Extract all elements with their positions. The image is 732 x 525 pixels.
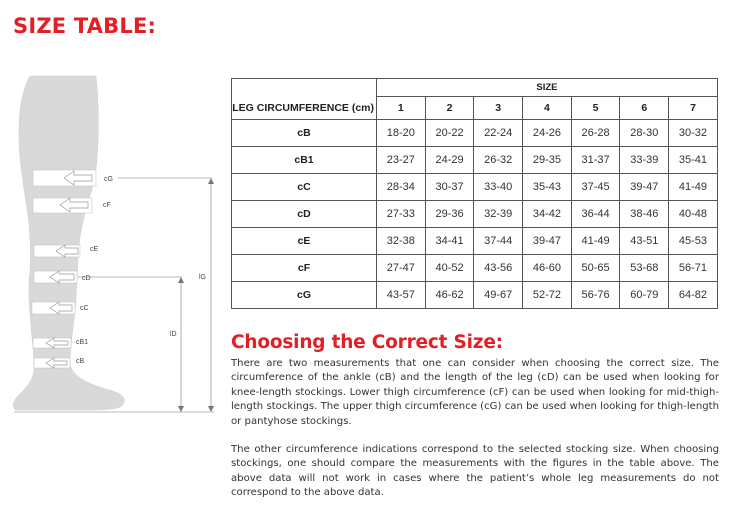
table-cell: 50-65: [571, 255, 620, 282]
table-cell: 37-44: [474, 228, 523, 255]
table-row-ce: [232, 228, 718, 255]
paragraph-1: There are two measurements that one can consider when choosing the correct size. The circumference of the ankle (cB) and the length of the leg (cD) can be used when looking for knee-length stockings. Lower thigh circumference (cF) can be used when looking for mid-thigh-length stockings. The upper thigh circumference (cG) can be used when looking for thigh-length or pantyhose stockings.: [231, 358, 719, 427]
table-row-cb1: [232, 147, 718, 174]
table-cell: 46-62: [425, 282, 474, 309]
table-cell: 18-20: [377, 120, 426, 147]
table-cell: 37-45: [571, 174, 620, 201]
table-cell: 27-47: [377, 255, 426, 282]
table-cell: 24-26: [523, 120, 572, 147]
band-cc: [32, 302, 75, 314]
table-cell: 31-37: [571, 147, 620, 174]
table-cell: 29-36: [425, 201, 474, 228]
table-cell: 34-41: [425, 228, 474, 255]
ld-arrow-bottom: [178, 406, 184, 412]
size-table: [231, 78, 718, 309]
table-corner-cell: [232, 79, 377, 97]
table-row-cc: [232, 174, 718, 201]
table-cell: 60-79: [620, 282, 669, 309]
row-label: cE: [232, 228, 377, 255]
table-cell: 35-43: [523, 174, 572, 201]
size-col-7: 7: [669, 97, 718, 120]
leg-illustration: [0, 74, 230, 419]
table-cell: 64-82: [669, 282, 718, 309]
label-cg: cG: [104, 176, 113, 183]
table-cell: 56-71: [669, 255, 718, 282]
size-header-row: [232, 79, 718, 97]
row-label: cB: [232, 120, 377, 147]
band-cb1: [33, 338, 71, 348]
table-cell: 32-39: [474, 201, 523, 228]
table-row-cd: [232, 201, 718, 228]
table-cell: 32-38: [377, 228, 426, 255]
table-row-cb: [232, 120, 718, 147]
table-cell: 49-67: [474, 282, 523, 309]
table-row-cf: [232, 255, 718, 282]
row-label: cC: [232, 174, 377, 201]
label-cb: cB: [76, 358, 85, 365]
leg-circumference-header: LEG CIRCUMFERENCE (cm): [232, 97, 377, 120]
size-col-4: 4: [523, 97, 572, 120]
table-cell: 33-40: [474, 174, 523, 201]
table-cell: 45-53: [669, 228, 718, 255]
table-cell: 38-46: [620, 201, 669, 228]
band-cd: [34, 271, 77, 283]
band-ce: [34, 245, 80, 257]
table-cell: 40-52: [425, 255, 474, 282]
table-cell: 41-49: [669, 174, 718, 201]
band-cb: [34, 358, 70, 368]
table-cell: 33-39: [620, 147, 669, 174]
table-cell: 28-30: [620, 120, 669, 147]
table-cell: 23-27: [377, 147, 426, 174]
band-cg: [33, 170, 96, 186]
table-cell: 43-57: [377, 282, 426, 309]
band-cf: [33, 198, 92, 213]
section-heading: Choosing the Correct Size:: [231, 332, 503, 353]
table-cell: 30-37: [425, 174, 474, 201]
table-cell: 36-44: [571, 201, 620, 228]
row-label: cG: [232, 282, 377, 309]
label-ce: cE: [90, 246, 99, 253]
table-cell: 30-32: [669, 120, 718, 147]
row-label: cF: [232, 255, 377, 282]
label-cd: cD: [82, 275, 91, 282]
table-cell: 56-76: [571, 282, 620, 309]
size-col-6: 6: [620, 97, 669, 120]
label-cf: cF: [103, 202, 111, 209]
table-cell: 40-48: [669, 201, 718, 228]
table-cell: 41-49: [571, 228, 620, 255]
table-cell: 28-34: [377, 174, 426, 201]
table-cell: 26-28: [571, 120, 620, 147]
label-ld: lD: [170, 331, 177, 338]
table-cell: 22-24: [474, 120, 523, 147]
page-title: SIZE TABLE:: [13, 14, 157, 38]
table-cell: 34-42: [523, 201, 572, 228]
label-cb1: cB1: [76, 339, 89, 346]
table-row-cg: [232, 282, 718, 309]
table-cell: 29-35: [523, 147, 572, 174]
lg-arrow-bottom: [208, 406, 214, 412]
size-col-2: 2: [425, 97, 474, 120]
table-cell: 43-56: [474, 255, 523, 282]
lg-arrow-top: [208, 178, 214, 184]
size-col-5: 5: [571, 97, 620, 120]
ld-arrow-top: [178, 277, 184, 283]
size-col-1: 1: [377, 97, 426, 120]
table-cell: 39-47: [620, 174, 669, 201]
table-cell: 27-33: [377, 201, 426, 228]
table-cell: 43-51: [620, 228, 669, 255]
table-cell: 24-29: [425, 147, 474, 174]
table-cell: 46-60: [523, 255, 572, 282]
table-cell: 35-41: [669, 147, 718, 174]
label-cc: cC: [80, 305, 89, 312]
table-cell: 20-22: [425, 120, 474, 147]
table-cell: 52-72: [523, 282, 572, 309]
size-header: SIZE: [377, 79, 718, 97]
size-col-3: 3: [474, 97, 523, 120]
paragraph-2: The other circumference indications correspond to the selected stocking size. When choosing stockings, one should compare the measurements with the figures in the table above. The above data will not work in cases where the patient’s whole leg measurements do not correspond to the above data.: [231, 444, 719, 499]
table-cell: 39-47: [523, 228, 572, 255]
size-number-row: [232, 97, 718, 120]
row-label: cB1: [232, 147, 377, 174]
leg-diagram: [0, 74, 230, 419]
label-lg: lG: [199, 274, 206, 281]
table-cell: 26-32: [474, 147, 523, 174]
table-cell: 53-68: [620, 255, 669, 282]
row-label: cD: [232, 201, 377, 228]
